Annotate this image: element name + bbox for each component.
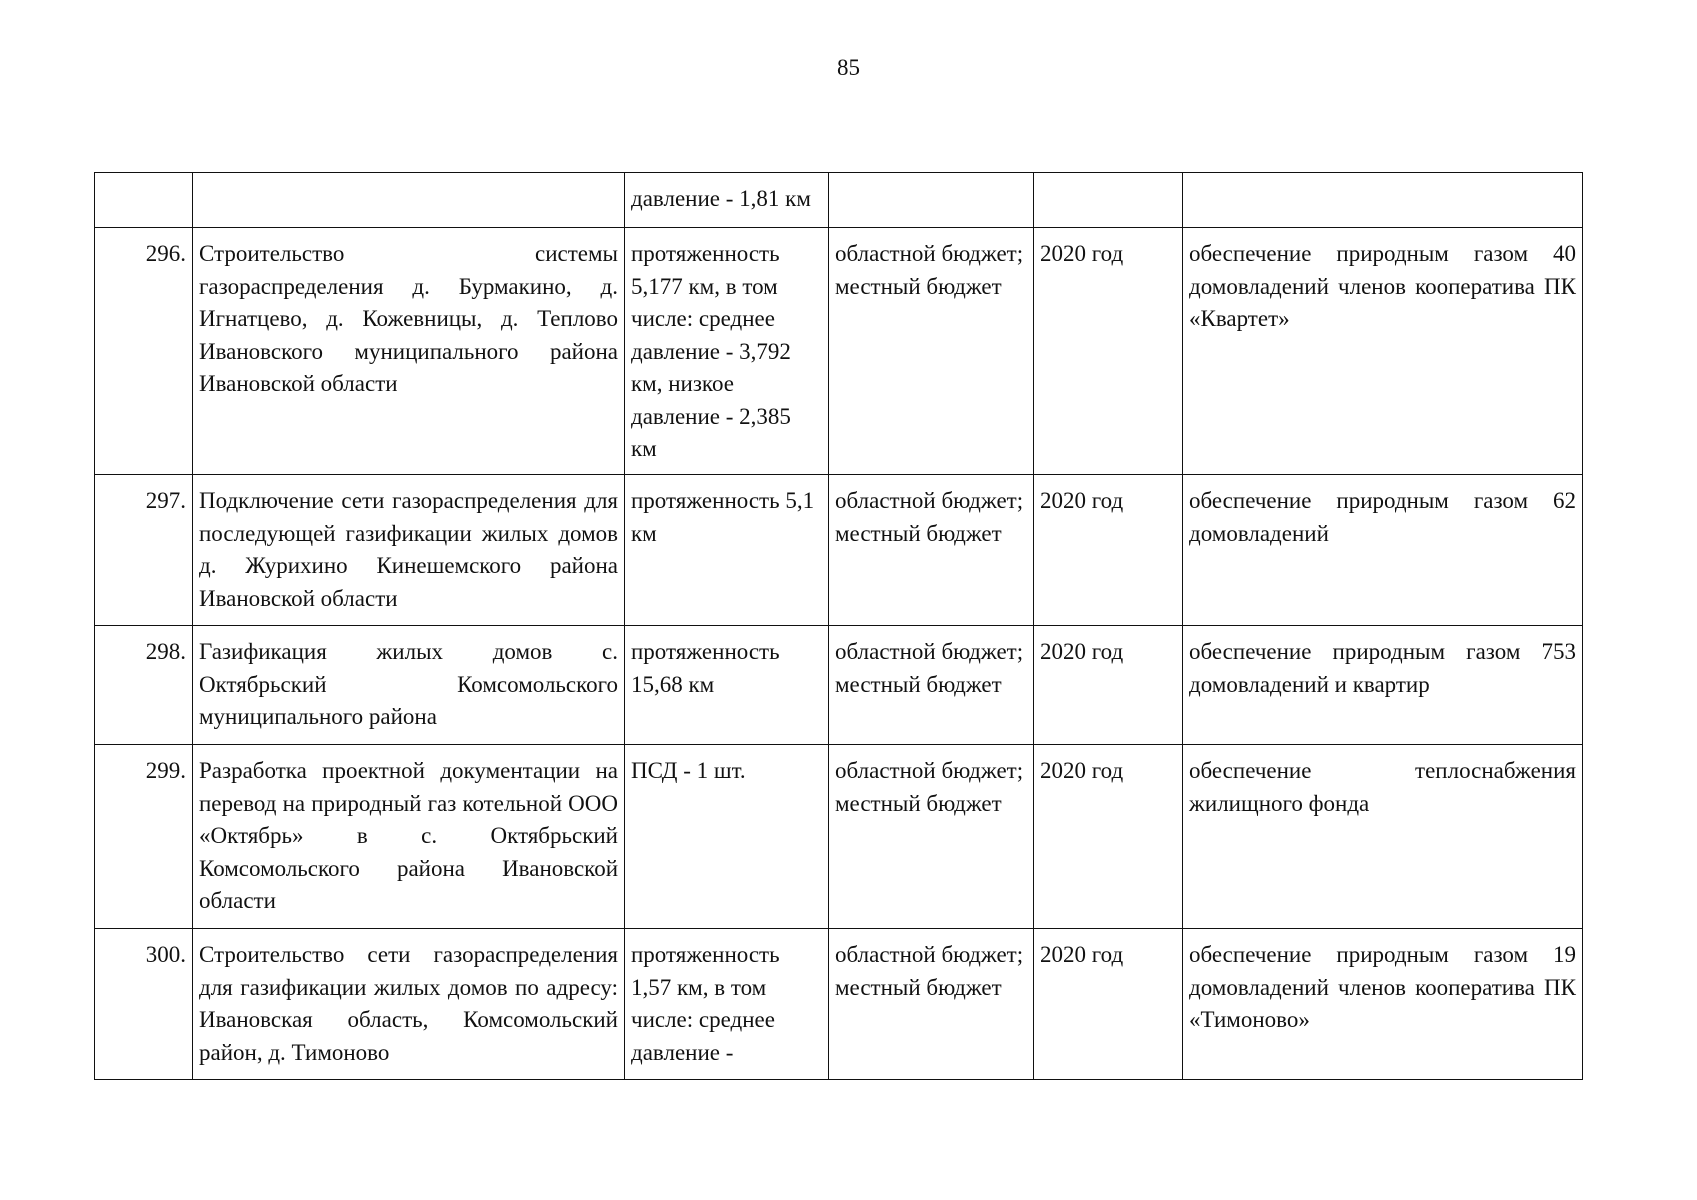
object-name: Разработка проектной документации на перевод на природный газ котельной ООО «Октябрь» в с. Октябрьский Комсомольского района Ивановской области bbox=[193, 745, 625, 929]
table-row bbox=[95, 173, 1583, 228]
expected-result: обеспечение природным газом 62 домовладений bbox=[1183, 475, 1583, 626]
object-capacity: протяженность 5,1 км bbox=[625, 475, 829, 626]
funding-source: областной бюджет; местный бюджет bbox=[829, 929, 1034, 1080]
table-row bbox=[95, 745, 1583, 929]
row-number bbox=[95, 173, 193, 228]
funding-source: областной бюджет; местный бюджет bbox=[829, 475, 1034, 626]
funding-source: областной бюджет; местный бюджет bbox=[829, 228, 1034, 475]
implementation-period: 2020 год bbox=[1034, 475, 1183, 626]
object-capacity: протяженность 1,57 км, в том числе: среднее давление - bbox=[625, 929, 829, 1080]
table-row bbox=[95, 228, 1583, 475]
object-name: Строительство системы газораспределения д. Бурмакино, д. Игнатцево, д. Кожевницы, д. Теплово Ивановского муниципального района Ивановской области bbox=[193, 228, 625, 475]
object-name: Подключение сети газораспределения для последующей газификации жилых домов д. Журихино Кинешемского района Ивановской области bbox=[193, 475, 625, 626]
page-number: 85 bbox=[837, 55, 860, 80]
expected-result bbox=[1183, 173, 1583, 228]
funding-source bbox=[829, 173, 1034, 228]
expected-result: обеспечение природным газом 40 домовладений членов кооператива ПК «Квартет» bbox=[1183, 228, 1583, 475]
object-capacity: давление - 1,81 км bbox=[625, 173, 829, 228]
object-name bbox=[193, 173, 625, 228]
row-number: 296. bbox=[95, 228, 193, 475]
expected-result: обеспечение природным газом 753 домовладений и квартир bbox=[1183, 626, 1583, 745]
row-number: 300. bbox=[95, 929, 193, 1080]
implementation-period: 2020 год bbox=[1034, 228, 1183, 475]
implementation-period: 2020 год bbox=[1034, 745, 1183, 929]
implementation-period bbox=[1034, 173, 1183, 228]
object-capacity: протяженность 5,177 км, в том числе: среднее давление - 3,792 км, низкое давление - 2,385 км bbox=[625, 228, 829, 475]
table-row bbox=[95, 475, 1583, 626]
gasification-table bbox=[94, 172, 1583, 1080]
implementation-period: 2020 год bbox=[1034, 929, 1183, 1080]
row-number: 298. bbox=[95, 626, 193, 745]
implementation-period: 2020 год bbox=[1034, 626, 1183, 745]
expected-result: обеспечение теплоснабжения жилищного фонда bbox=[1183, 745, 1583, 929]
table-row bbox=[95, 929, 1583, 1080]
table-row bbox=[95, 626, 1583, 745]
funding-source: областной бюджет; местный бюджет bbox=[829, 745, 1034, 929]
funding-source: областной бюджет; местный бюджет bbox=[829, 626, 1034, 745]
expected-result: обеспечение природным газом 19 домовладений членов кооператива ПК «Тимоново» bbox=[1183, 929, 1583, 1080]
object-name: Газификация жилых домов с. Октябрьский Комсомольского муниципального района bbox=[193, 626, 625, 745]
row-number: 299. bbox=[95, 745, 193, 929]
object-capacity: протяженность 15,68 км bbox=[625, 626, 829, 745]
row-number: 297. bbox=[95, 475, 193, 626]
object-name: Строительство сети газораспределения для газификации жилых домов по адресу: Ивановская область, Комсомольский район, д. Тимоново bbox=[193, 929, 625, 1080]
object-capacity: ПСД - 1 шт. bbox=[625, 745, 829, 929]
